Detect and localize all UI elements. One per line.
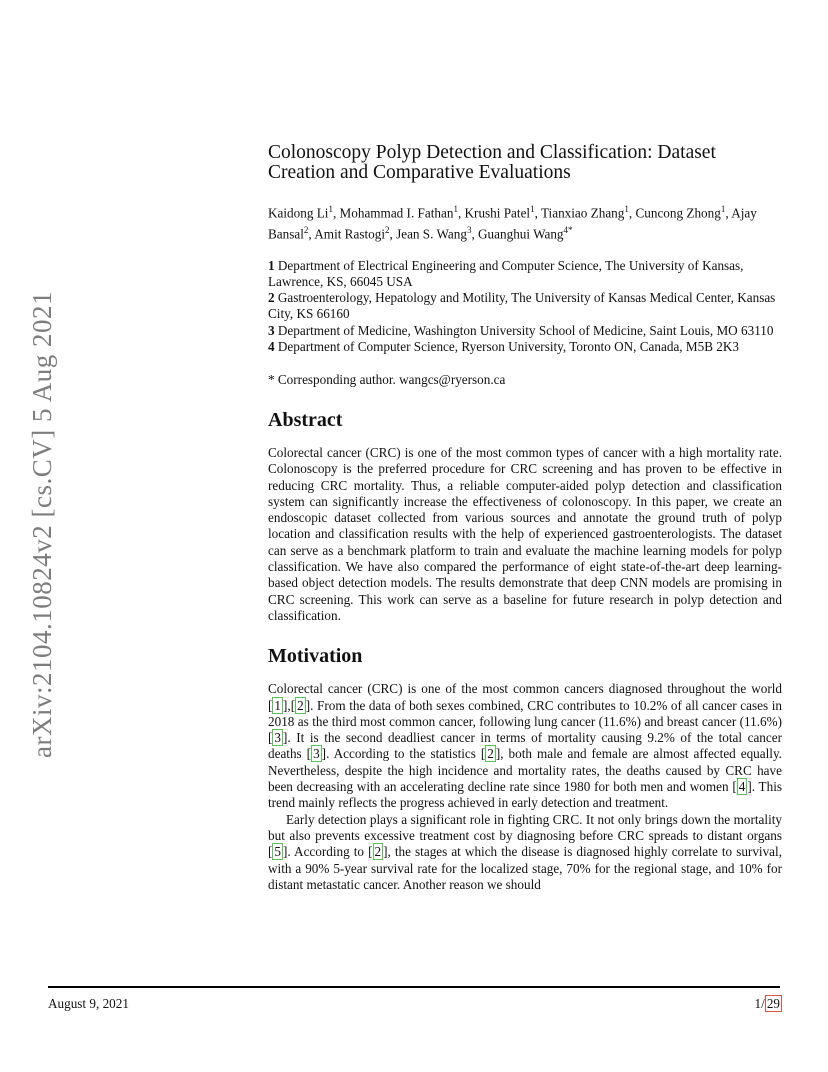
current-page: 1 xyxy=(754,996,762,1011)
motivation-paragraph-2: Early detection plays a significant role in fighting CRC. It not only brings down the mortality but also prevents excessive treatment cost by diagnosing before CRC spreads to distant organs [ 5 ]. According to [ 2 ], the stages at which the disease is diagnosed highly correlate to survival, with a 90% 5-year survival rate for the localized stage, 70% for the regional stage, and 10% for distant metastatic cancer. Another reason we should xyxy=(268,811,782,892)
author-affiliation-mark: 1 xyxy=(453,204,458,214)
author-name: Tianxiao Zhang xyxy=(540,205,625,221)
affiliation-text: Department of Medicine, Washington University School of Medicine, Saint Louis, MO 63110 xyxy=(277,322,774,338)
author-affiliation-mark: 2 xyxy=(303,224,309,235)
affiliation-item xyxy=(268,258,782,290)
footer-divider xyxy=(48,986,780,988)
paper-title: Colonoscopy Polyp Detection and Classification: Dataset Creation and Comparative Evaluations xyxy=(268,142,716,183)
citation-link[interactable]: 5 xyxy=(274,844,281,860)
author-affiliation-mark: 2 xyxy=(384,224,390,235)
author-name: Ajay Bansal xyxy=(268,205,757,242)
citation-link[interactable]: 2 xyxy=(297,697,304,713)
author-affiliation-mark: 4* xyxy=(563,224,573,235)
citation-link[interactable]: 4 xyxy=(738,779,746,795)
motivation-heading: Motivation xyxy=(268,645,363,668)
affiliation-text: Department of Electrical Engineering and Computer Science, The University of Kansas, Lawrence, KS, 66045 USA xyxy=(268,257,744,289)
corresponding-author: * Corresponding author. wangcs@ryerson.ca xyxy=(268,372,506,387)
author-name: Krushi Patel xyxy=(464,205,531,221)
affiliation-item xyxy=(268,290,782,322)
author-name: Amit Rastogi xyxy=(314,226,385,242)
affiliation-number: 1 xyxy=(268,257,275,273)
author-name: Kaidong Li xyxy=(268,205,329,221)
affiliation-number: 3 xyxy=(268,322,275,338)
abstract-text: Colorectal cancer (CRC) is one of the most common types of cancer with a high mortality rate. Colonoscopy is the preferred procedure for CRC screening and has proven to be effective in reducing CRC mortality. Thus, a reliable computer-aided polyp detection and classification system can significantly increase the effectiveness of colonoscopy. In this paper, we create an endoscopic dataset collected from various sources and annotate the ground truth of polyp location and classification results with the help of experienced gastroenterologists. The dataset can serve as a benchmark platform to train and evaluate the machine learning models for polyp classification. We have also compared the performance of eight state-of-the-art deep learning-based object detection models. The results demonstrate that deep CNN models are promising in CRC screening. This work can serve as a baseline for future research in polyp detection and classification. xyxy=(268,445,782,623)
affiliation-number: 2 xyxy=(268,290,275,306)
abstract-heading: Abstract xyxy=(268,409,343,431)
author-affiliation-mark: 1 xyxy=(530,204,535,214)
author-affiliation-mark: 3 xyxy=(466,224,472,235)
author-affiliation-mark: 1 xyxy=(720,204,726,214)
citation-link[interactable]: 2 xyxy=(487,746,494,762)
footer-date: August 9, 2021 xyxy=(48,996,129,1011)
citation-link[interactable]: 3 xyxy=(274,730,281,746)
affiliation-number: 4 xyxy=(268,338,275,354)
affiliation-item xyxy=(268,323,782,339)
affiliation-text: Gastroenterology, Hepatology and Motility, The University of Kansas Medical Center, Kansas City, KS 66160 xyxy=(268,290,776,322)
affiliation-item xyxy=(268,339,782,355)
author-affiliation-mark: 1 xyxy=(624,204,629,214)
motivation-paragraph-1: Colorectal cancer (CRC) is one of the most common cancers diagnosed throughout the world [ 1 ],[ 2 ]. From the data of both sexes combined, CRC contributes to 10.2% of all cancer cases in 2018 as the third most common cancer, following lung cancer (11.6%) and breast cancer (11.6%) [ 3 ]. It is the second deadliest cancer in terms of mortality causing 9.2% of the total cancer deaths [ 3 ]. According to the statistics [ 2 ], both male and female are almost affected equally. Nevertheless, despite the high incidence and mortality rates, the deaths caused by CRC have been decreasing with an accelerating decline rate since 1980 for both men and women [ 4 ]. This trend mainly reflects the progress achieved in early detection and treatment. xyxy=(268,681,782,811)
page-number: 1/ 29 xyxy=(754,996,780,1011)
author-name: Cuncong Zhong xyxy=(635,205,721,221)
citation-link[interactable]: 2 xyxy=(374,844,382,860)
affiliation-text: Department of Computer Science, Ryerson University, Toronto ON, Canada, M5B 2K3 xyxy=(277,338,740,354)
author-name: Mohammad I. Fathan xyxy=(339,205,454,221)
author-affiliation-mark: 1 xyxy=(328,204,333,214)
main-content xyxy=(268,143,782,893)
citation-link[interactable]: 3 xyxy=(313,746,320,762)
total-pages-link[interactable]: 29 xyxy=(766,996,780,1011)
arxiv-stamp: arXiv:2104.10824v2 [cs.CV] 5 Aug 2021 xyxy=(27,291,57,758)
citation-link[interactable]: 1 xyxy=(274,697,281,713)
author-name: Jean S. Wang xyxy=(396,226,467,242)
author-name: Guanghui Wang xyxy=(478,226,564,242)
author-list: Kaidong Li$^1$, Mohammad I. Fathan$^1$, Krushi Patel$^1$, Tianxiao Zhang$^1$, Cuncong Zhong$^1$, Ajay Bansal$^2$, Amit Rastogi$^2$, Jean S. Wang$^3$, Guanghui Wang$^{4*}$ xyxy=(268,204,757,242)
affiliation-list xyxy=(268,258,782,355)
